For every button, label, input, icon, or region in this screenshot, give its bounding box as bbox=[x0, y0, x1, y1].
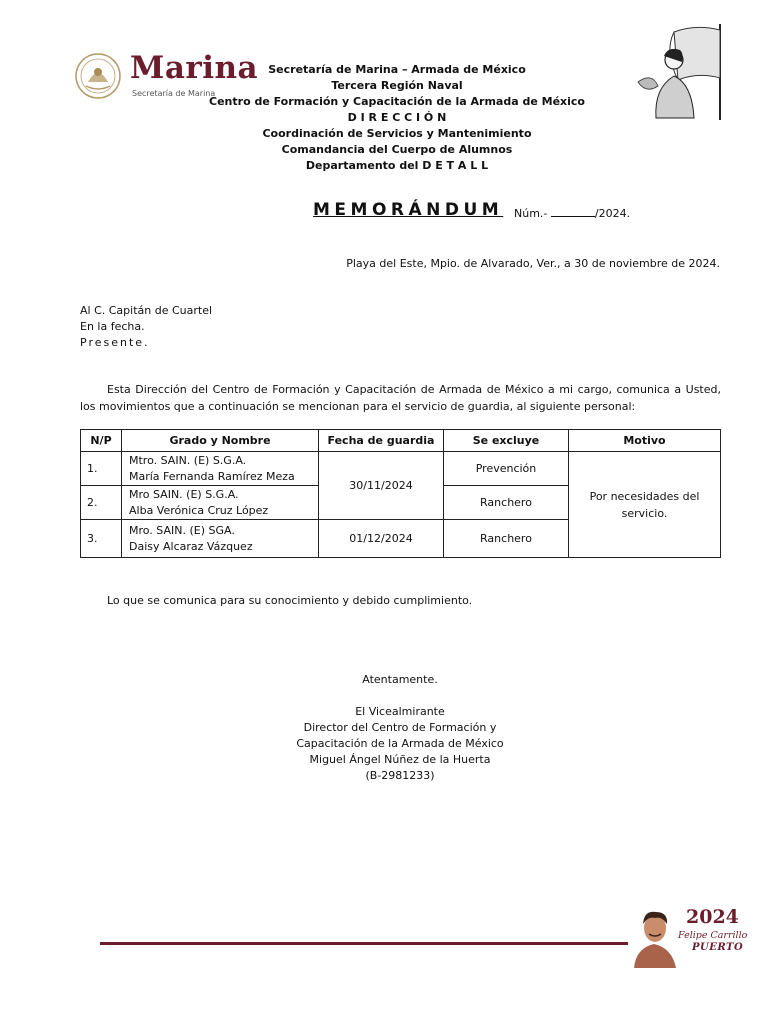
row-excluded: Ranchero bbox=[444, 520, 569, 558]
body-paragraph: Esta Dirección del Centro de Formación y Capacitación de Armada de México a mi cargo, comunica a Usted, los movimientos que a continuación se mencionan para el servicio de guardia, al siguiente personal: bbox=[80, 383, 721, 413]
signer-rank: El Vicealmirante bbox=[355, 705, 445, 718]
header-line-departamento: Departamento del D E T A L L bbox=[305, 159, 489, 172]
closing-text: Lo que se comunica para su conocimiento y debido cumplimiento. bbox=[107, 594, 473, 607]
guard-table bbox=[80, 429, 721, 558]
row-reason: Por necesidades del servicio. bbox=[569, 452, 721, 558]
signature-gap bbox=[250, 688, 550, 704]
row-name: Daisy Alcaraz Vázquez bbox=[129, 539, 253, 553]
logo-subtitle: Secretaría de Marina bbox=[132, 89, 216, 98]
table-row bbox=[81, 452, 721, 486]
header-line-centro: Centro de Formación y Capacitación de la Armada de México bbox=[209, 95, 585, 108]
footer-name: Felipe Carrillo bbox=[678, 930, 748, 941]
place-date: Playa del Este, Mpio. de Alvarado, Ver., a 30 de noviembre de 2024. bbox=[346, 257, 720, 270]
header-line-comandancia: Comandancia del Cuerpo de Alumnos bbox=[281, 143, 513, 156]
memo-title: MEMORÁNDUM bbox=[313, 200, 504, 220]
header-excluded: Se excluye bbox=[444, 430, 569, 452]
signer-title-1: Director del Centro de Formación y bbox=[303, 721, 497, 734]
signature-block bbox=[250, 672, 550, 784]
national-seal-icon bbox=[74, 52, 122, 100]
row-date: 30/11/2024 bbox=[319, 452, 444, 520]
row-grade-name bbox=[122, 452, 319, 486]
footer-divider bbox=[100, 942, 628, 945]
header-line-direccion: D I R E C C I Ó N bbox=[347, 111, 447, 124]
header-date: Fecha de guardia bbox=[319, 430, 444, 452]
row-name: María Fernanda Ramírez Meza bbox=[129, 469, 295, 483]
addressee-line-3: Presente. bbox=[80, 336, 150, 349]
memo-number bbox=[514, 206, 630, 220]
signer-name: Miguel Ángel Núñez de la Huerta bbox=[309, 753, 491, 766]
memo-number-prefix: Núm.- bbox=[514, 207, 548, 220]
header-line-secretaria: Secretaría de Marina – Armada de México bbox=[268, 63, 526, 76]
header-grade-name: Grado y Nombre bbox=[122, 430, 319, 452]
row-grade-name bbox=[122, 486, 319, 520]
row-excluded: Prevención bbox=[444, 452, 569, 486]
addressee-line-1: Al C. Capitán de Cuartel bbox=[80, 304, 213, 317]
row-date: 01/12/2024 bbox=[319, 520, 444, 558]
row-grade: Mro SAIN. (E) S.G.A. bbox=[129, 487, 239, 501]
flag-portrait-icon bbox=[634, 22, 728, 122]
addressee bbox=[80, 303, 212, 351]
header-line-coordinacion: Coordinación de Servicios y Mantenimiento bbox=[262, 127, 532, 140]
signer-title-2: Capacitación de la Armada de México bbox=[296, 737, 504, 750]
header-reason: Motivo bbox=[569, 430, 721, 452]
row-grade-name bbox=[122, 520, 319, 558]
row-name: Alba Verónica Cruz López bbox=[129, 503, 269, 517]
flag-portrait bbox=[634, 22, 728, 122]
row-grade: Mro. SAIN. (E) SGA. bbox=[129, 523, 235, 537]
logo-wordmark: Marina bbox=[130, 50, 259, 86]
signer-id: (B-2981233) bbox=[365, 769, 435, 782]
table-header-row bbox=[81, 430, 721, 452]
memo-number-blank bbox=[551, 206, 595, 217]
footer-year: 2024 bbox=[686, 906, 739, 928]
footer-logo bbox=[630, 904, 750, 970]
salutation: Atentamente. bbox=[362, 673, 438, 686]
row-excluded: Ranchero bbox=[444, 486, 569, 520]
row-np: 1. bbox=[81, 452, 122, 486]
header-institution bbox=[200, 62, 594, 174]
row-np: 2. bbox=[81, 486, 122, 520]
header-line-region: Tercera Región Naval bbox=[331, 79, 463, 92]
footer-city: PUERTO bbox=[692, 942, 744, 953]
header-np: N/P bbox=[81, 430, 122, 452]
row-np: 3. bbox=[81, 520, 122, 558]
memo-number-suffix: /2024. bbox=[594, 207, 631, 220]
row-grade: Mtro. SAIN. (E) S.G.A. bbox=[129, 453, 247, 467]
addressee-line-2: En la fecha. bbox=[80, 320, 145, 333]
